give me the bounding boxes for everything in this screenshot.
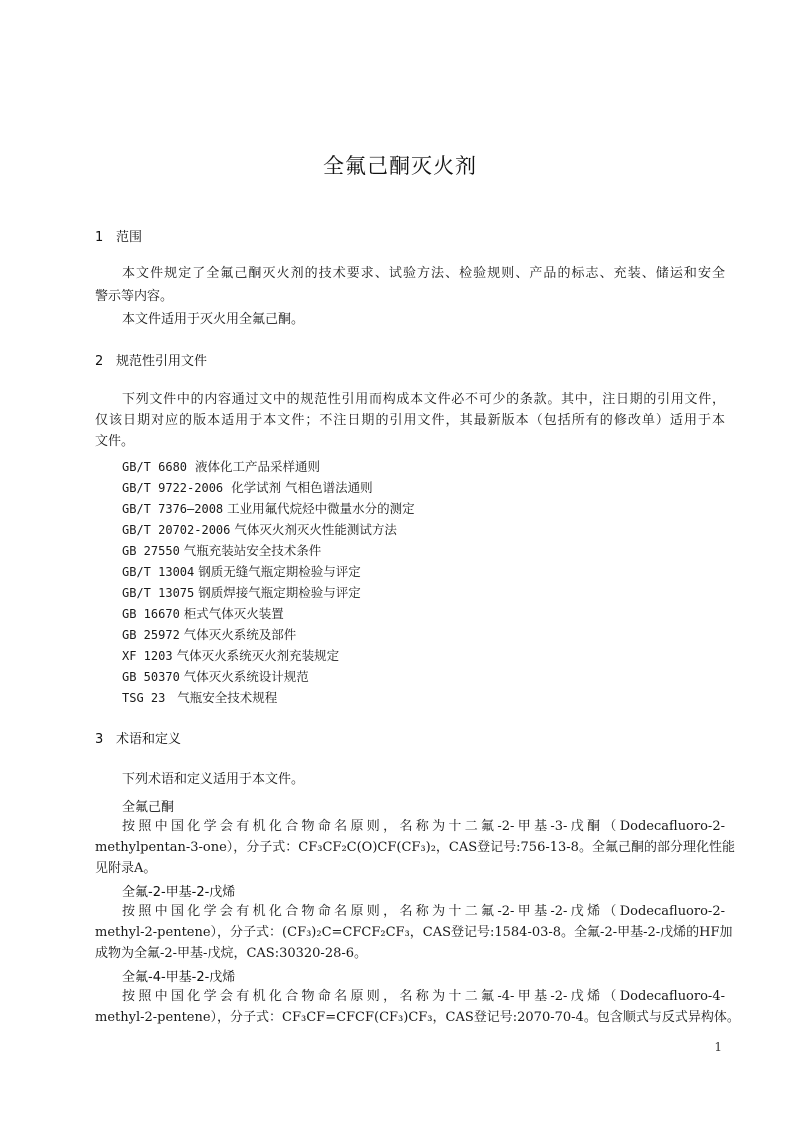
section-2-heading — [95, 350, 207, 369]
term-definition-line: methyl-2-pentene），分子式：(CF₃)₂C=CFCF₂CF₃，CAS登记号:1584-03-8。全氟-2-甲基-2-戊烯的HF加 — [95, 925, 733, 940]
reference-item — [122, 520, 397, 538]
reference-code: TSG 23 — [122, 691, 166, 705]
reference-code: GB/T 7376—2008 — [122, 502, 224, 516]
reference-code: GB/T 13075 — [122, 586, 195, 600]
section-1-heading — [95, 226, 142, 245]
reference-code: GB/T 6680 — [122, 460, 188, 474]
term-name: 全氟己酮 — [122, 800, 175, 815]
section-title: 术语和定义 — [116, 732, 182, 747]
term-name: 全氟-4-甲基-2-戊烯 — [122, 970, 236, 985]
term-definition-line: methyl-2-pentene），分子式：CF₃CF=CFCF(CF₃)CF₃，CAS登记号:2070-70-4。包含顺式与反式异构体。 — [95, 1010, 740, 1025]
reference-code: GB 27550 — [122, 544, 180, 558]
reference-item — [122, 457, 320, 475]
reference-item — [122, 667, 309, 685]
term-definition-line: 按照中国化学会有机化合物命名原则，名称为十二氟-2-甲基-3-戊酮（Dodecafluoro-2- — [122, 819, 725, 834]
section-number: 3 — [95, 732, 104, 747]
term-definition-line: 成物为全氟-2-甲基-戊烷，CAS:30320-28-6。 — [95, 946, 368, 961]
reference-title: 气瓶安全技术规程 — [177, 690, 278, 705]
term-definition-line: 见附录A。 — [95, 861, 157, 876]
reference-title: 化学试剂 气相色谱法通则 — [231, 480, 373, 495]
reference-title: 气体灭火系统设计规范 — [183, 669, 309, 684]
reference-item — [122, 541, 321, 559]
reference-title: 气体灭火剂灭火性能测试方法 — [234, 522, 397, 537]
reference-title: 钢质无缝气瓶定期检验与评定 — [198, 564, 361, 579]
reference-item — [122, 583, 361, 601]
term-definition-line: 按照中国化学会有机化合物命名原则，名称为十二氟-4-甲基-2-戊烯（Dodecafluoro-4- — [122, 989, 725, 1004]
reference-title: 气体灭火系统灭火剂充装规定 — [176, 648, 340, 663]
reference-title: 工业用氟代烷烃中微量水分的测定 — [227, 501, 415, 516]
reference-code: GB 16670 — [122, 607, 180, 621]
reference-title: 液体化工产品采样通则 — [194, 459, 320, 474]
reference-item — [122, 688, 277, 706]
normative-intro-line: 文件。 — [95, 434, 135, 449]
reference-item — [122, 478, 373, 496]
terms-intro: 下列术语和定义适用于本文件。 — [122, 772, 305, 787]
scope-paragraph-line: 本文件规定了全氟己酮灭火剂的技术要求、试验方法、检验规则、产品的标志、充装、储运和安全 — [122, 266, 725, 281]
section-title: 规范性引用文件 — [116, 354, 208, 369]
scope-paragraph: 本文件适用于灭火用全氟己酮。 — [122, 312, 305, 327]
reference-item — [122, 562, 361, 580]
reference-code: GB/T 20702-2006 — [122, 523, 231, 537]
reference-title: 气体灭火系统及部件 — [183, 627, 297, 642]
reference-title: 柜式气体灭火装置 — [183, 606, 284, 621]
section-title: 范围 — [116, 230, 143, 245]
reference-code: GB 50370 — [122, 670, 180, 684]
reference-item — [122, 625, 296, 643]
reference-code: GB 25972 — [122, 628, 180, 642]
normative-intro-line: 下列文件中的内容通过文中的规范性引用而构成本文件必不可少的条款。其中，注日期的引用文件， — [122, 392, 725, 407]
scope-paragraph-line: 警示等内容。 — [95, 289, 174, 304]
reference-code: XF 1203 — [122, 649, 173, 663]
reference-code: GB/T 9722-2006 — [122, 481, 224, 495]
document-title: 全氟己酮灭火剂 — [323, 154, 477, 178]
reference-code: GB/T 13004 — [122, 565, 195, 579]
section-3-heading — [95, 728, 181, 747]
term-definition-line: 按照中国化学会有机化合物命名原则，名称为十二氟-2-甲基-2-戊烯（Dodecafluoro-2- — [122, 904, 725, 919]
reference-item — [122, 604, 284, 622]
section-number: 1 — [95, 230, 104, 245]
normative-intro-line: 仅该日期对应的版本适用于本文件；不注日期的引用文件，其最新版本（包括所有的修改单）适用于本 — [95, 413, 725, 428]
section-number: 2 — [95, 354, 104, 369]
reference-item — [122, 646, 339, 664]
reference-item — [122, 499, 415, 517]
reference-title: 钢质焊接气瓶定期检验与评定 — [198, 585, 361, 600]
page-number: 1 — [714, 1040, 722, 1054]
reference-title: 气瓶充装站安全技术条件 — [183, 543, 322, 558]
term-name: 全氟-2-甲基-2-戊烯 — [122, 885, 236, 900]
term-definition-line: methylpentan-3-one），分子式：CF₃CF₂C(O)CF(CF₃)₂，CAS登记号:756-13-8。全氟己酮的部分理化性能 — [95, 840, 735, 855]
